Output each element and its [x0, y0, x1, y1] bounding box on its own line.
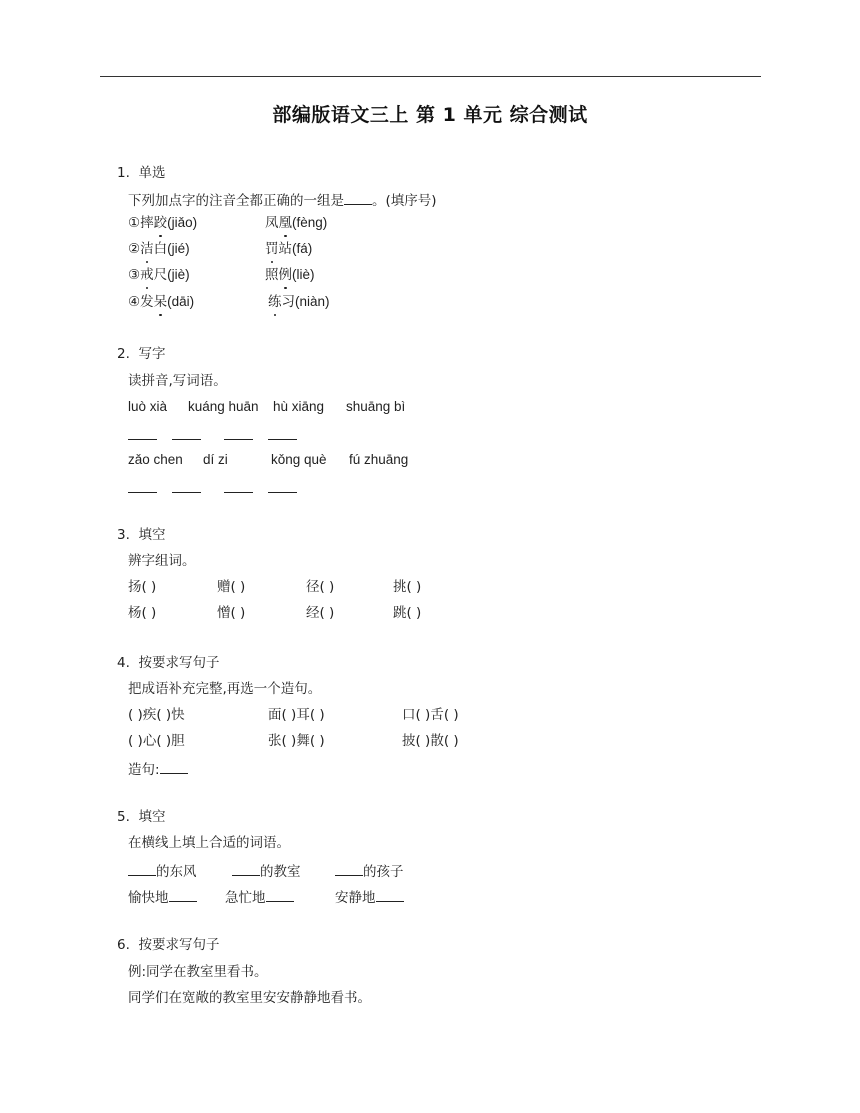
make-sentence-line: 造句:: [128, 759, 188, 779]
question-3-heading: 3. 填空: [117, 527, 166, 543]
option-1-word-1: ①摔跤(jiǎo): [128, 215, 198, 231]
answer-line[interactable]: [128, 439, 157, 440]
dotted-char: 罚: [265, 241, 279, 257]
option-1-word-2: 凤凰(fèng): [265, 215, 328, 231]
char-item: 憎( ): [217, 605, 246, 621]
option-3-word-1: ③戒尺(jiè): [128, 267, 190, 283]
phrase-item: 愉快地: [128, 887, 197, 907]
question-5-prompt: 在横线上填上合适的词语。: [128, 835, 290, 851]
answer-blank[interactable]: [335, 861, 363, 876]
question-type: 单选: [138, 165, 166, 181]
pinyin-item: zǎo chen: [128, 452, 183, 467]
char-item: 径( ): [306, 579, 335, 595]
pinyin-item: shuāng bì: [346, 399, 406, 414]
answer-line[interactable]: [128, 492, 157, 493]
answer-blank[interactable]: [160, 759, 188, 774]
char-item: 经( ): [306, 605, 335, 621]
dotted-char: 洁: [140, 241, 154, 257]
answer-line[interactable]: [268, 492, 297, 493]
option-4-word-1: ④发呆(dāi): [128, 294, 195, 310]
answer-line[interactable]: [224, 492, 253, 493]
phrase-item: 的孩子: [335, 861, 404, 881]
question-1-heading: [117, 164, 165, 182]
idiom-item: 面( )耳( ): [268, 707, 325, 723]
option-3-word-2: 照例(liè): [265, 267, 315, 283]
char-item: 跳( ): [393, 605, 422, 621]
idiom-item: 口( )舌( ): [402, 707, 459, 723]
option-4-word-2: 练习(niàn): [268, 294, 330, 310]
char-item: 赠( ): [217, 579, 246, 595]
idiom-item: 张( )舞( ): [268, 733, 325, 749]
question-2-heading: 2. 写字: [117, 346, 166, 362]
question-4-heading: 4. 按要求写句子: [117, 655, 220, 671]
phrase-item: 安静地: [335, 887, 404, 907]
question-4-prompt: 把成语补充完整,再选一个造句。: [128, 681, 322, 697]
question-6-heading: 6. 按要求写句子: [117, 937, 220, 953]
char-item: 杨( ): [128, 605, 157, 621]
pinyin-item: hù xiāng: [273, 399, 325, 414]
answer-blank[interactable]: [232, 861, 260, 876]
pinyin-item: luò xià: [128, 399, 168, 414]
dotted-char: 跤: [153, 215, 168, 231]
question-2-prompt: 读拼音,写词语。: [128, 373, 227, 389]
phrase-item: 急忙地: [225, 887, 294, 907]
phrase-item: 的东风: [128, 861, 197, 881]
question-3-prompt: 辨字组词。: [128, 553, 196, 569]
answer-line[interactable]: [268, 439, 297, 440]
idiom-item: ( )疾( )快: [128, 707, 185, 723]
answer-blank[interactable]: [266, 887, 294, 902]
option-2-word-2: 罚站(fá): [265, 241, 313, 257]
answer-blank[interactable]: [344, 190, 372, 205]
pinyin-item: dí zi: [203, 452, 228, 467]
example-sentence: 例:同学在教室里看书。: [128, 964, 268, 980]
answer-blank[interactable]: [169, 887, 197, 902]
question-1-prompt: 下列加点字的注音全都正确的一组是 。(填序号): [128, 190, 437, 210]
answer-blank[interactable]: [128, 861, 156, 876]
expanded-sentence: 同学们在宽敞的教室里安安静静地看书。: [128, 990, 371, 1006]
header-rule: [100, 76, 761, 77]
page-title: 部编版语文三上 第 1 单元 综合测试: [272, 104, 588, 126]
idiom-item: 披( )散( ): [402, 733, 459, 749]
pinyin-item: kǒng què: [271, 452, 327, 467]
char-item: 挑( ): [393, 579, 422, 595]
answer-line[interactable]: [224, 439, 253, 440]
dotted-char: 呆: [153, 294, 168, 310]
answer-line[interactable]: [172, 492, 201, 493]
phrase-item: 的教室: [232, 861, 301, 881]
pinyin-item: fú zhuāng: [349, 452, 409, 467]
answer-line[interactable]: [172, 439, 201, 440]
question-5-heading: 5. 填空: [117, 809, 166, 825]
dotted-char: 戒: [140, 267, 154, 283]
char-item: 扬( ): [128, 579, 157, 595]
dotted-char: 例: [278, 267, 292, 283]
dotted-char: 凰: [278, 215, 292, 231]
answer-blank[interactable]: [376, 887, 404, 902]
question-number: 1.: [117, 165, 130, 181]
idiom-item: ( )心( )胆: [128, 733, 185, 749]
pinyin-item: kuáng huān: [188, 399, 259, 414]
dotted-char: 练: [268, 294, 282, 310]
option-2-word-1: ②洁白(jié): [128, 241, 190, 257]
